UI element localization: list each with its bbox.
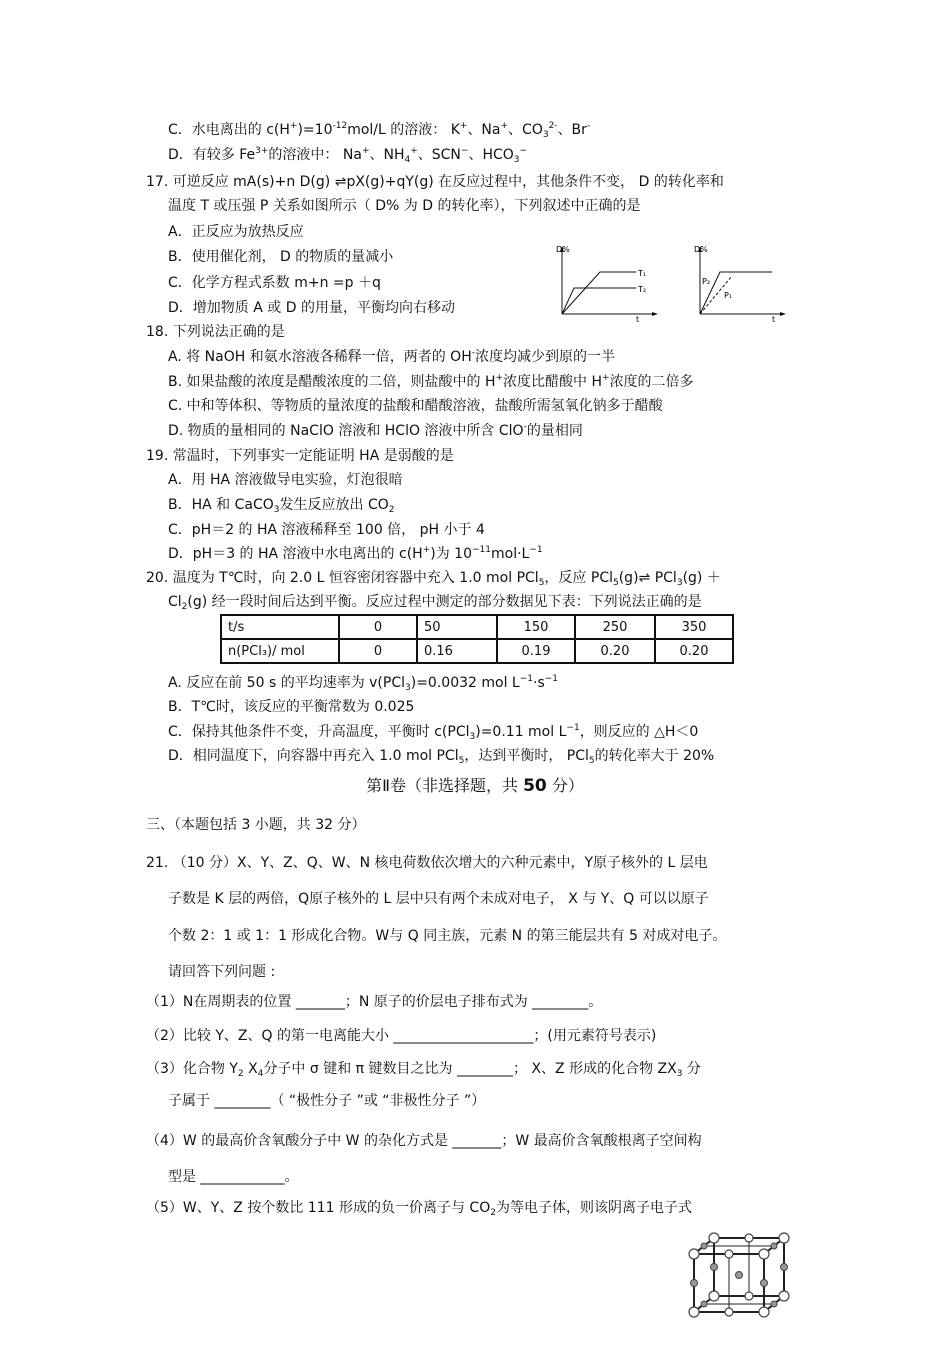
part2-heading: 第Ⅱ卷（非选择题，共 50 分） — [366, 776, 584, 796]
q20-option-a: A. 反应在前 50 s 的平均速率为 v(PCl$_3$)=0.0032 mol $L^{-1}\cdot s^{-1}$ — [168, 674, 559, 693]
q20-option-c: C．保持其他条件不变，升高温度，平衡时 c(PCl$_3$)=0.11 mol $L^{-1}$，则反应的 △H＜0 — [168, 723, 699, 742]
q18-option-d: D. 物质的量相同的 NaClO 溶液和 HClO 溶液中所含 ClO-的量相同 — [168, 422, 583, 439]
q21-stem-line2: 子数是 K 层的两倍，Q原子核外的 L 层中只有两个未成对电子， X 与 Y、Q 可以以原子 — [168, 891, 709, 907]
q21-prompt: 请回答下列问题 : — [168, 964, 276, 980]
table-cell: 0.19 — [497, 639, 575, 663]
x-axis-label: t — [772, 315, 776, 324]
table-cell: 350 — [655, 615, 733, 639]
section3-heading: 三、（本题包括 3 小题，共 32 分） — [146, 817, 366, 833]
q21-part3: （3）化合物 $Y_2$ $X_4$分子中 σ 键和 π 键数目之比为 ________； X、Z 形成的化合物 $ZX_3$ 分 — [146, 1061, 701, 1079]
q20-option-d: D．相同温度下，向容器中再充入 1.0 mol PCl$_5$，达到平衡时， PCl$_5$的转化率大于 20% — [168, 748, 715, 766]
table-cell: n(PCl₃)/ mol — [221, 639, 339, 663]
q17-option-c: C．化学方程式系数 m+n =p ＋q — [168, 275, 381, 291]
table-row — [221, 639, 733, 663]
q16-option-d: D．有较多 $Fe^{3+}$的溶液中： Na+、$NH_4^+$、SCN−、$HCO_3^-$ — [168, 146, 528, 165]
crystal-cell-diagram — [684, 1232, 796, 1318]
table-cell: 0.20 — [575, 639, 655, 663]
curve-p2 — [700, 272, 772, 314]
table-cell: 50 — [417, 615, 497, 639]
table-row — [221, 615, 733, 639]
q18-option-c: C. 中和等体积、等物质的量浓度的盐酸和醋酸溶液，盐酸所需氢氧化钠多于醋酸 — [168, 398, 663, 414]
table-cell: 150 — [497, 615, 575, 639]
table-cell: 0.16 — [417, 639, 497, 663]
q18-stem: 18. 下列说法正确的是 — [146, 324, 285, 340]
q19-option-c: C．pH＝2 的 HA 溶液稀释至 100 倍， pH 小于 4 — [168, 522, 485, 538]
label-t2: T₂ — [638, 285, 647, 294]
q19-option-a: A．用 HA 溶液做导电实验，灯泡很暗 — [168, 472, 403, 488]
q18-option-a: A. 将 NaOH 和氨水溶液各稀释一倍，两者的 OH-浓度均减少到原的一半 — [168, 348, 615, 365]
q17-stem-line2: 温度 T 或压强 P 关系如图所示（ D% 为 D 的转化率），下列叙述中正确的是 — [168, 198, 641, 214]
q20-data-table — [220, 614, 734, 664]
q16-option-c: C．水电离出的 $c(H^+)=10^{-12}mol/L$ 的溶液： K+、Na+、$CO_3^{2-}$、Br- — [168, 121, 591, 140]
q20-stem-line1: 20. 温度为 T℃时，向 2.0 L 恒容密闭容器中充入 1.0 mol PCl$_5$，反应 PCl$_5$(g)⇌ PCl$_3$(g) ＋ — [146, 570, 721, 588]
equilibrium-arrow: ⇌ — [638, 570, 651, 586]
q17-graph-pressure — [690, 240, 790, 324]
table-cell: 0.20 — [655, 639, 733, 663]
table-cell: 250 — [575, 615, 655, 639]
curve-t1 — [562, 272, 636, 314]
table-cell: 0 — [339, 639, 417, 663]
q21-part2: （2）比较 Y、Z、Q 的第一电离能大小 ____________________；(用元素符号表示) — [146, 1028, 657, 1044]
q18-option-b: B. 如果盐酸的浓度是醋酸浓度的二倍，则盐酸中的 H+浓度比醋酸中 H+浓度的二倍多 — [168, 373, 694, 390]
q20-option-b: B．T℃时，该反应的平衡常数为 0.025 — [168, 699, 415, 715]
q21-part4: （4）W 的最高价含氧酸分子中 W 的杂化方式是 _______；W 最高价含氧酸根离子空间构 — [146, 1133, 702, 1149]
y-axis-label: D% — [556, 245, 570, 254]
q19-option-d: D．pH＝3 的 HA 溶液中水电离出的 c(H+)为 $10^{-11}mol\cdot L^{-1}$ — [168, 545, 543, 562]
q21-stem-line3: 个数 2：1 或 1：1 形成化合物。W与 Q 同主族，元素 N 的第三能层共有 5 对成对电子。 — [168, 928, 727, 944]
q17-option-b: B．使用催化剂， D 的物质的量减小 — [168, 249, 394, 265]
equilibrium-arrow: ⇌ — [334, 174, 347, 190]
label-t1: T₁ — [638, 269, 647, 278]
q20-stem-line2: $Cl_2(g)$ 经一段时间后达到平衡。反应过程中测定的部分数据见下表：下列说法正确的是 — [168, 594, 702, 612]
q19-stem: 19. 常温时，下列事实一定能证明 HA 是弱酸的是 — [146, 448, 454, 464]
q17-stem-line1: 17. 可逆反应 mA(s)+n D(g) ⇌pX(g)+qY(g) 在反应过程中，其他条件不变， D 的转化率和 — [146, 174, 724, 190]
q17-option-a: A．正反应为放热反应 — [168, 224, 304, 240]
q21-part1: （1）N在周期表的位置 _______；N 原子的价层电子排布式为 ________。 — [146, 994, 603, 1010]
q21-stem-line1: 21. （10 分）X、Y、Z、Q、W、N 核电荷数依次增大的六种元素中，Y原子核外的 L 层电 — [146, 855, 708, 871]
q21-part5: （5）W、Y、Z 按个数比 111 形成的负一价离子与 $CO_2$为等电子体，则该阴离子电子式 — [146, 1200, 692, 1218]
q17-graph-temperature — [552, 240, 662, 324]
table-cell: t/s — [221, 615, 339, 639]
x-axis-label: t — [636, 315, 640, 324]
label-p1: P₁ — [724, 291, 733, 300]
q17-option-d: D．增加物质 A 或 D 的用量，平衡均向右移动 — [168, 300, 455, 316]
y-axis-label: D% — [694, 245, 708, 254]
table-cell: 0 — [339, 615, 417, 639]
label-p2: P₂ — [702, 277, 711, 286]
q19-option-b: B．HA 和 CaCO$_3$发生反应放出 $CO_2$ — [168, 497, 395, 515]
q21-part4-cont: 型是 ____________。 — [168, 1169, 299, 1185]
q21-part3-cont: 子属于 ________（ “极性分子 ”或 “非极性分子 ”） — [168, 1093, 486, 1109]
